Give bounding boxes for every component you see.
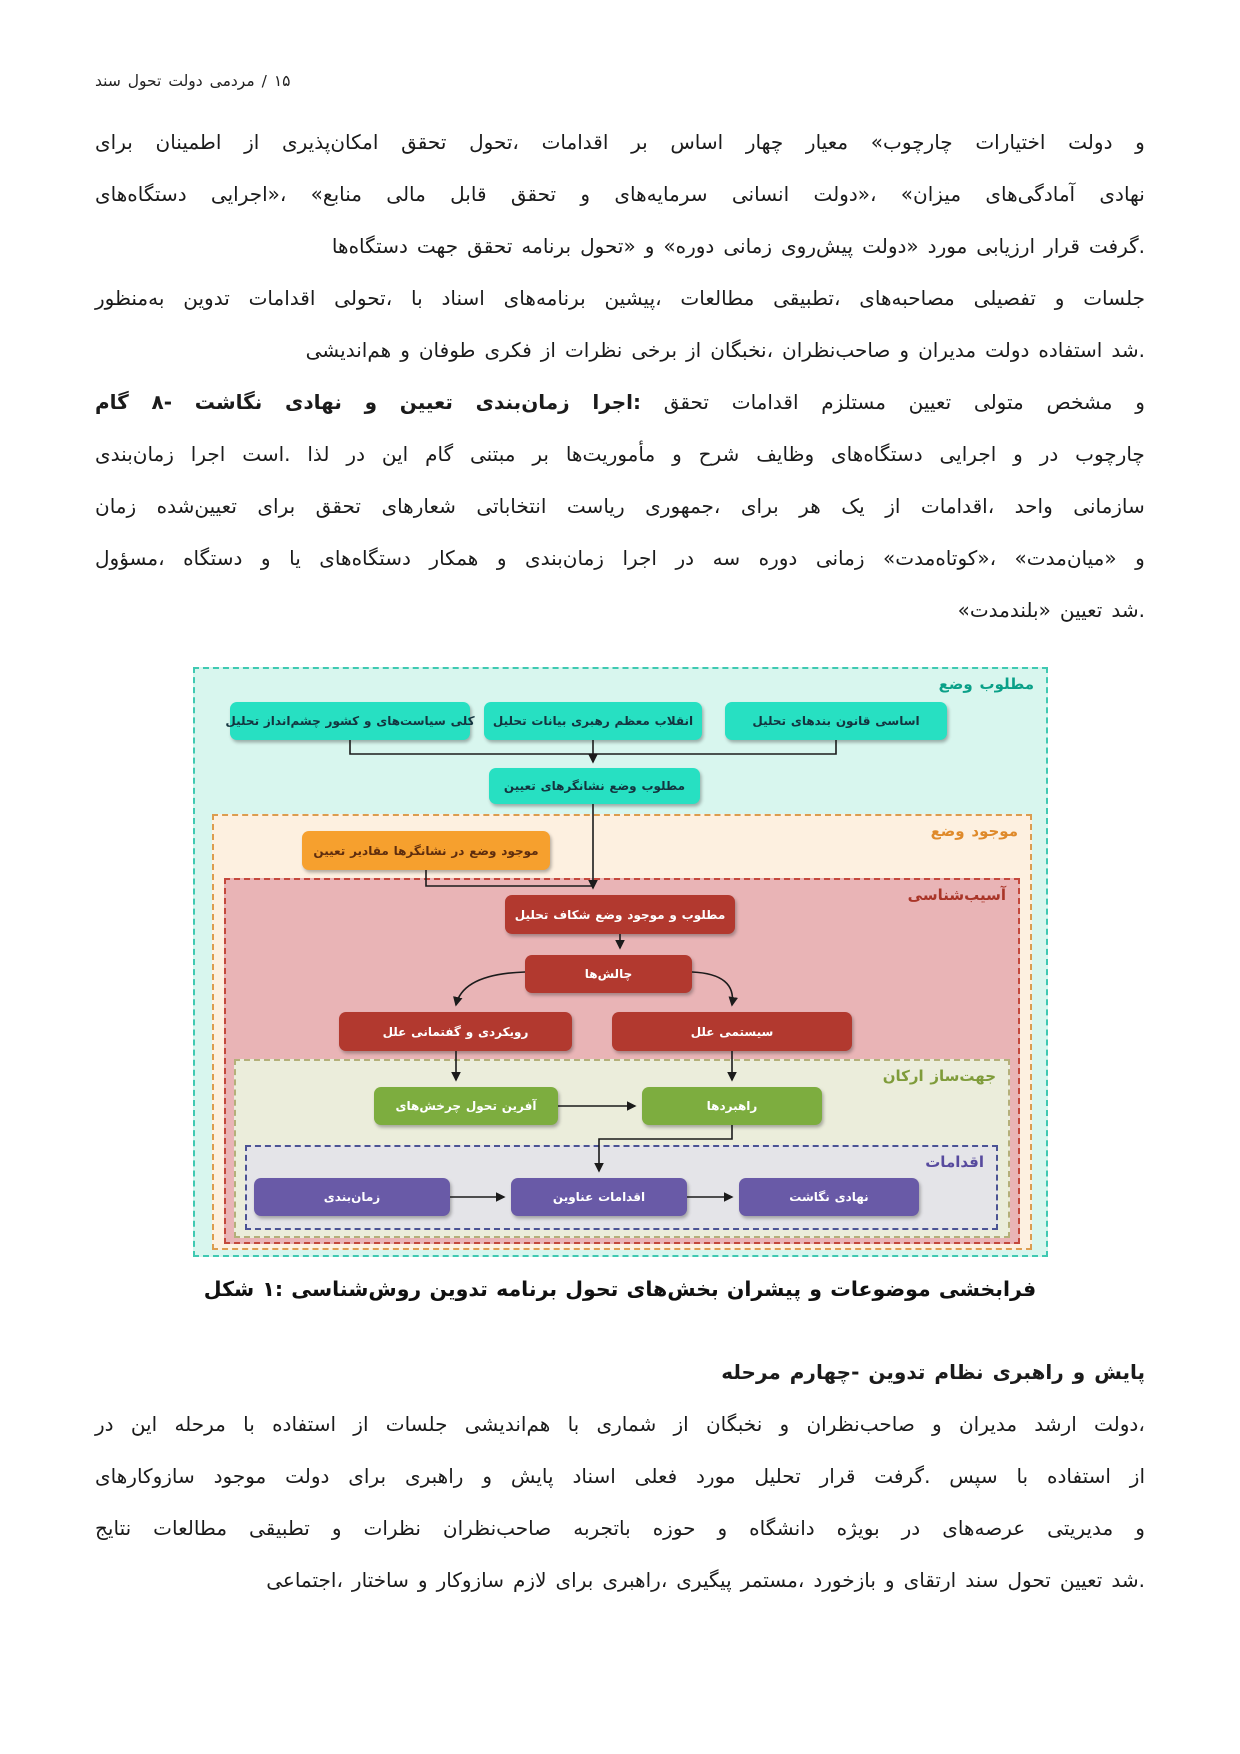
box-systemic-causes: علل سیستمی <box>612 1012 852 1051</box>
text-line: سازوکارهای موجود دولت برای راهبری و پایش اسناد فعلی مورد تحلیل قرار گرفت. سپس با استفاده از <box>95 1464 1145 1488</box>
text-line: برای اطمینان از امکان‌پذیری تحقق تحول، اقدامات بر اساس چهار معیار «چارچوب اختیارات دولت و <box>95 130 1145 154</box>
body-text <box>95 116 1145 636</box>
text-line: اجتماعی، ساختار و سازوکار لازم برای راهبری، پیگیری مستمر، بازخورد و ارتقای سند تحول تعیین شد. <box>266 1568 1145 1592</box>
section-label-actions: اقدامات <box>925 1153 984 1171</box>
text-line: زمان تعیین‌شده برای تحقق شعارهای انتخاباتی ریاست جمهوری، برای هر یک از اقدامات، واحد سازمانی <box>95 494 1145 518</box>
box-timing: زمان‌بندی <box>254 1178 450 1216</box>
box-leader-statements-analysis: تحلیل بیانات رهبری معظم انقلاب <box>484 702 702 740</box>
text-line: «بلندمدت» تعیین شد. <box>957 598 1145 622</box>
section-label-pathology: آسیب‌شناسی <box>907 886 1006 904</box>
text-line-step8: گام ۸- نگاشت نهادی و تعیین زمان‌بندی اجرا: تحقق اقدامات مستلزم تعیین متولی مشخص و <box>95 390 1145 414</box>
box-current-indicator-values: تعیین مقادیر نشانگرها در وضع موجود <box>302 831 550 870</box>
box-constitution-analysis: تحلیل بندهای قانون اساسی <box>725 702 947 740</box>
text-line: هم‌اندیشی و طوفان فکری از نظرات برخی از نخبگان، صاحب‌نظران و مدیران دولت استفاده شد. <box>305 338 1145 362</box>
stage-four-section <box>95 1346 1145 1606</box>
section-label-orienting-pillars: ارکان جهت‌ساز <box>882 1067 996 1085</box>
text-line: دستگاه‌های اجرایی»، «منابع مالی قابل تحقق و سرمایه‌های انسانی دولت»، «میزان آمادگی‌های نهادی <box>95 182 1145 206</box>
text-line: زمان‌بندی اجرا است. لذا در این گام مبتنی بر مأموریت‌ها و شرح وظایف دستگاه‌های اجرایی و در چارچوب <box>95 442 1145 466</box>
box-challenges: چالش‌ها <box>525 955 692 993</box>
text-line: مسؤول، دستگاه و یا دستگاه‌های همکار و زمان‌بندی اجرا در سه دوره زمانی «کوتاه‌مدت»، «میان‌مدت» و <box>95 546 1145 570</box>
box-vision-analysis: تحلیل چشم‌انداز کشور و سیاست‌های کلی <box>230 702 470 740</box>
text-line: نتایج مطالعات تطبیقی و نظرات صاحب‌نظران باتجربه حوزه و دانشگاه بویژه در عرصه‌های مدیریتی و <box>95 1516 1145 1540</box>
box-transformational-pivots: چرخش‌های تحول آفرین <box>374 1087 558 1125</box>
box-discourse-causes: علل گفتمانی و رویکردی <box>339 1012 572 1051</box>
text-line: به‌منظور تدوین اقدامات تحولی، با اسناد برنامه‌های پیشین، مطالعات تطبیقی، مصاحبه‌های تفصیلی و جلسات <box>95 286 1145 310</box>
text-line: در این مرحله با استفاده از جلسات هم‌اندیشی با شماری از نخبگان و صاحب‌نظران و مدیران ارشد دولت، <box>95 1412 1145 1436</box>
box-desired-indicators: تعیین نشانگرهای وضع مطلوب <box>489 768 700 804</box>
figure-caption: شکل ۱: روش‌شناسی تدوین برنامه تحول بخش‌های پیشران و موضوعات فرابخشی <box>203 1277 1037 1301</box>
section-label-current-state: وضع موجود <box>930 822 1018 840</box>
text-line: دستگاه‌ها جهت تحقق برنامه تحول» و «دوره زمانی پیش‌روی دولت» مورد ارزیابی قرار گرفت. <box>331 234 1145 258</box>
section-label-desired-state: وضع مطلوب <box>938 675 1034 693</box>
section-heading: مرحله چهارم- تدوین نظام راهبری و پایش <box>721 1360 1145 1384</box>
box-gap-analysis: تحلیل شکاف وضع موجود و مطلوب <box>505 895 735 934</box>
page-header: سند تحول دولت مردمی / ۱۵ <box>95 72 291 90</box>
box-strategies: راهبردها <box>642 1087 822 1125</box>
box-action-titles: عناوین اقدامات <box>511 1178 687 1216</box>
methodology-diagram <box>193 667 1048 1257</box>
box-institutional-mapping: نگاشت نهادی <box>739 1178 919 1216</box>
